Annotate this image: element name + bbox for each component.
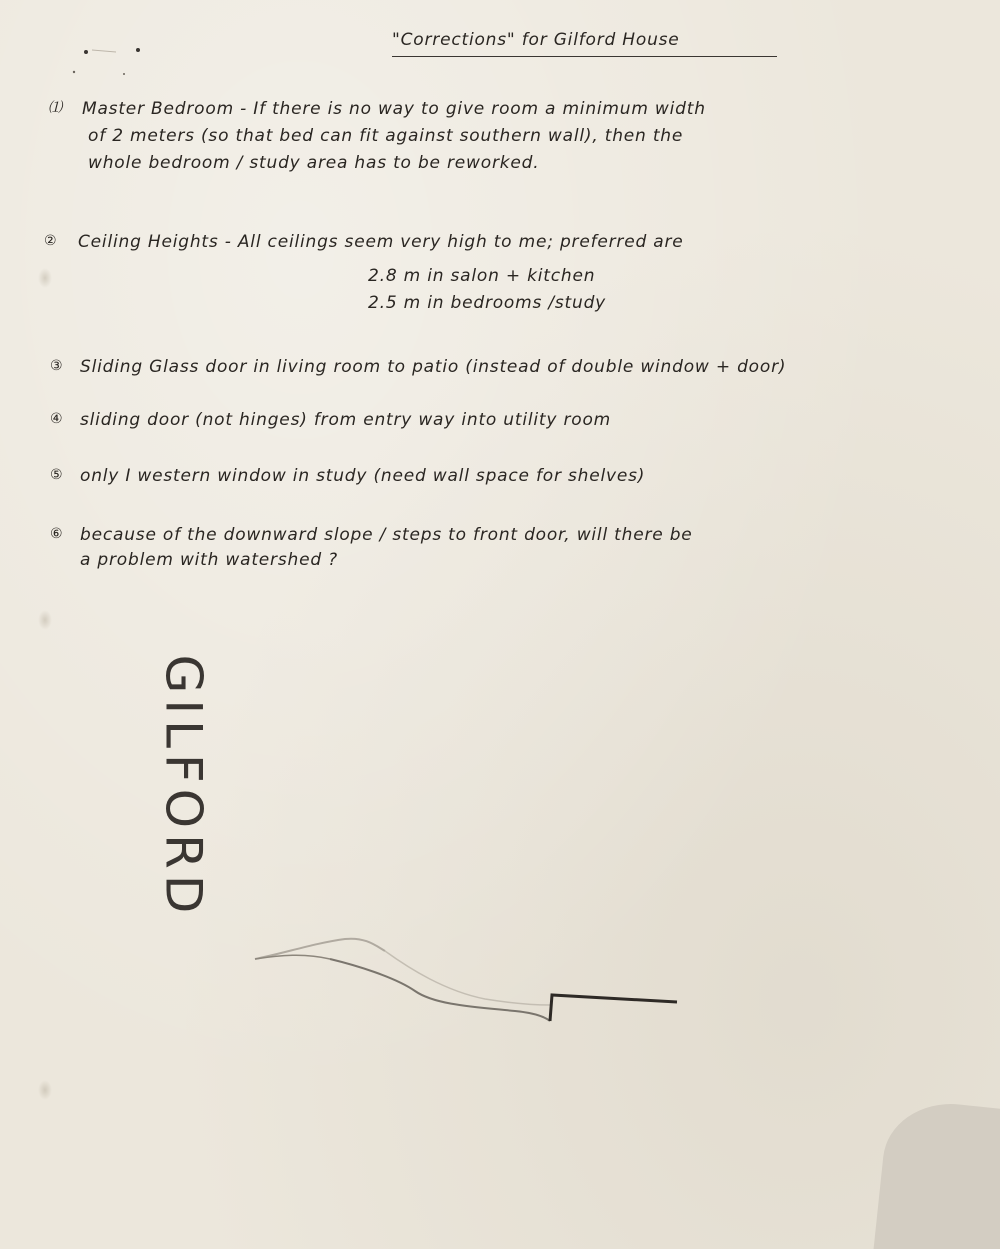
item-2-line-3: 2.5 m in bedrooms /study	[368, 293, 607, 313]
item-2-line-1: Ceiling Heights - All ceilings seem very high to me; preferred are	[78, 232, 684, 252]
item-6-number: ⑥	[50, 526, 64, 542]
item-1-line-3: whole bedroom / study area has to be reworked.	[88, 153, 540, 173]
punch-hole-mark	[38, 610, 52, 630]
item-3-line-1: Sliding Glass door in living room to patio (instead of double window + door)	[80, 357, 787, 377]
punch-hole-mark	[38, 268, 52, 288]
item-2-line-2: 2.8 m in salon + kitchen	[368, 266, 596, 286]
item-6-line-2: a problem with watershed ?	[80, 550, 338, 570]
slope-sketch	[245, 925, 695, 1035]
title-underline	[392, 56, 777, 57]
item-1-number: ⑴	[48, 100, 63, 116]
item-4-line-1: sliding door (not hinges) from entry way into utility room	[80, 410, 611, 430]
item-3-number: ③	[50, 358, 64, 374]
item-2-number: ②	[44, 233, 58, 249]
item-5-line-1: only I western window in study (need wall space for shelves)	[80, 466, 646, 486]
item-6-line-1: because of the downward slope / steps to front door, will there be	[80, 525, 693, 545]
torn-corner	[871, 1097, 1000, 1249]
page-title: "Corrections" for Gilford House	[392, 30, 680, 50]
punch-hole-mark	[38, 1080, 52, 1100]
item-4-number: ④	[50, 411, 64, 427]
item-5-number: ⑤	[50, 467, 64, 483]
item-1-line-1: Master Bedroom - If there is no way to give room a minimum width	[82, 99, 706, 119]
margin-label-text: GILFORD	[154, 654, 212, 920]
item-1-line-2: of 2 meters (so that bed can fit against southern wall), then the	[88, 126, 684, 146]
margin-label-gilford	[148, 652, 218, 922]
pencil-specks	[70, 40, 160, 90]
